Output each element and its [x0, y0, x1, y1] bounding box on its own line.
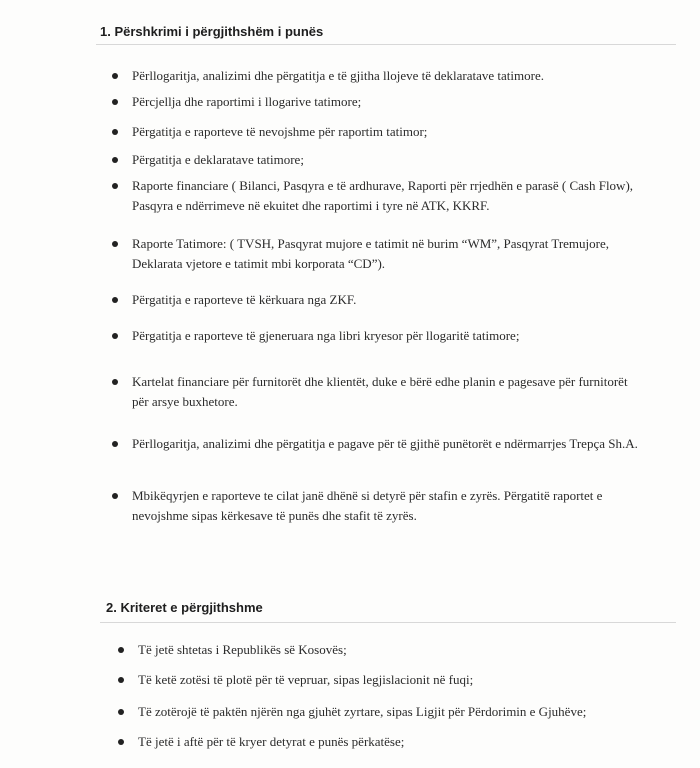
bullet-icon — [112, 73, 118, 79]
list-item — [112, 434, 642, 454]
list-item — [112, 150, 642, 170]
bullet-icon — [118, 739, 124, 745]
list-item-text: Të jetë shtetas i Republikës së Kosovës; — [138, 642, 347, 657]
list-item-text: Kartelat financiare për furnitorët dhe klientët, duke e bërë edhe planin e pagesave për furnitorët për arsye buxhetore. — [132, 374, 628, 409]
list-item-text: Përgatitja e deklaratave tatimore; — [132, 152, 304, 167]
list-item — [112, 486, 642, 526]
bullet-icon — [118, 647, 124, 653]
list-item-text: Përllogaritja, analizimi dhe përgatitja e pagave për të gjithë punëtorët e ndërmarrjes Trepça Sh.A. — [132, 436, 638, 451]
list-item-text: Përllogaritja, analizimi dhe përgatitja e të gjitha llojeve të deklaratave tatimore. — [132, 68, 544, 83]
list-item-text: Përcjellja dhe raportimi i llogarive tatimore; — [132, 94, 362, 109]
section-2-divider — [100, 622, 676, 623]
section-1-heading: 1. Përshkrimi i përgjithshëm i punës — [100, 24, 324, 39]
list-item — [118, 640, 658, 660]
list-item — [118, 732, 658, 752]
bullet-icon — [112, 297, 118, 303]
list-item — [118, 670, 658, 690]
list-item-text: Të jetë i aftë për të kryer detyrat e punës përkatëse; — [138, 734, 405, 749]
bullet-icon — [112, 157, 118, 163]
list-item — [112, 290, 642, 310]
bullet-icon — [112, 441, 118, 447]
list-item — [112, 176, 642, 216]
bullet-icon — [118, 709, 124, 715]
list-item — [112, 92, 642, 112]
list-item-text: Raporte financiare ( Bilanci, Pasqyra e të ardhurave, Raporti për rrjedhën e parasë ( Cash Flow), Pasqyra e ndërrimeve në ekuitet dhe raportimi i tyre në ATK, KKRF. — [132, 178, 634, 213]
bullet-icon — [112, 241, 118, 247]
bullet-icon — [112, 493, 118, 499]
bullet-icon — [112, 183, 118, 189]
section-2-heading: 2. Kriteret e përgjithshme — [106, 600, 263, 615]
list-item-text: Përgatitja e raporteve të kërkuara nga ZKF. — [132, 292, 357, 307]
list-item-text: Raporte Tatimore: ( TVSH, Pasqyrat mujore e tatimit në burim “WM”, Pasqyrat Tremujore, Deklarata vjetore e tatimit mbi korporata “CD”). — [132, 236, 609, 271]
bullet-icon — [112, 333, 118, 339]
bullet-icon — [112, 129, 118, 135]
list-item — [112, 122, 642, 142]
bullet-icon — [112, 379, 118, 385]
list-item-text: Të ketë zotësi të plotë për të vepruar, sipas legjislacionit në fuqi; — [138, 672, 474, 687]
list-item — [118, 702, 658, 722]
list-item-text: Përgatitja e raporteve të nevojshme për raportim tatimor; — [132, 124, 428, 139]
list-item-text: Përgatitja e raporteve të gjeneruara nga libri kryesor për llogaritë tatimore; — [132, 328, 520, 343]
list-item — [112, 66, 642, 86]
list-item — [112, 234, 642, 274]
bullet-icon — [112, 99, 118, 105]
bullet-icon — [118, 677, 124, 683]
list-item-text: Mbikëqyrjen e raporteve te cilat janë dhënë si detyrë për stafin e zyrës. Përgatitë raportet e nevojshme sipas kërkesave të punës dhe stafit të zyrës. — [132, 488, 603, 523]
list-item — [112, 372, 642, 412]
list-item — [112, 326, 642, 346]
section-1-divider — [96, 44, 676, 45]
list-item-text: Të zotërojë të paktën njërën nga gjuhët zyrtare, sipas Ligjit për Përdorimin e Gjuhëve; — [138, 704, 587, 719]
